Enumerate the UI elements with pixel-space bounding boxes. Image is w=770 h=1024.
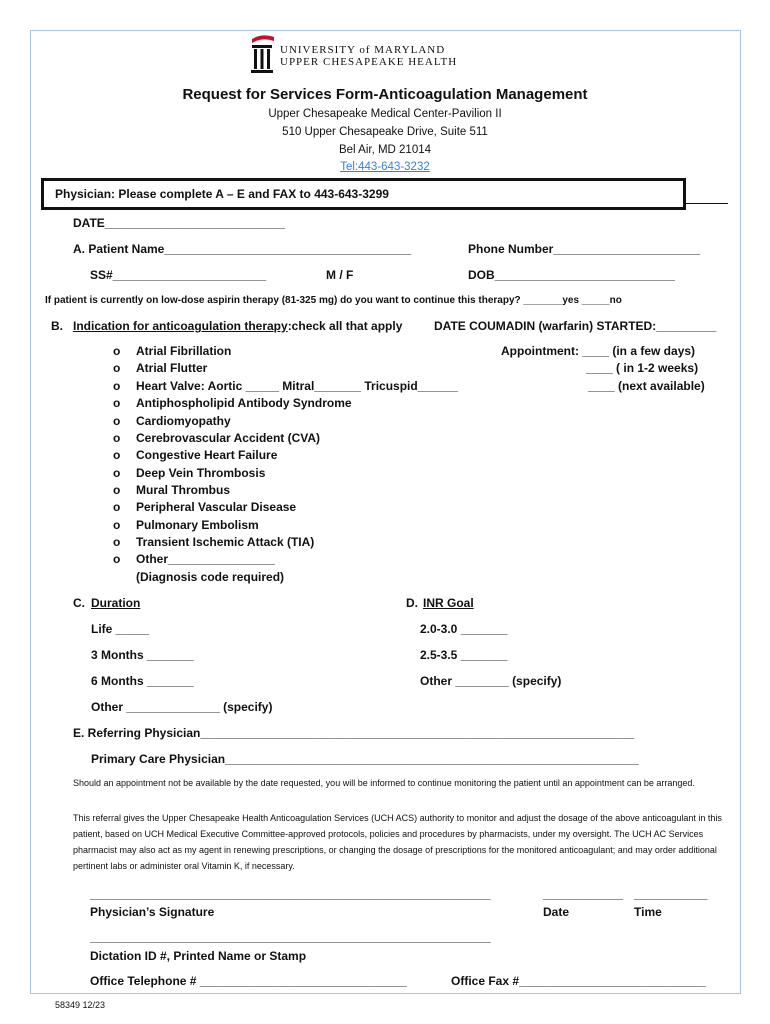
checkbox-bullet[interactable]: o (113, 379, 121, 393)
logo-line-1: UNIVERSITY of MARYLAND (280, 44, 446, 56)
time-line[interactable]: ___________ (634, 887, 708, 901)
section-c-letter: C. (73, 596, 85, 610)
coumadin-start-field[interactable]: DATE COUMADIN (warfarin) STARTED:_________ (434, 319, 717, 333)
referring-physician-field[interactable]: E. Referring Physician_________________________________________________________________ (73, 726, 635, 740)
office-fax-field[interactable]: Office Fax #____________________________ (451, 974, 706, 988)
checkbox-bullet[interactable]: o (113, 361, 121, 375)
physician-instruction-box (41, 178, 686, 210)
section-b-letter: B. (51, 319, 63, 333)
indication-item: Antiphospholipid Antibody Syndrome (136, 396, 352, 410)
indication-item: Mural Thrombus (136, 483, 231, 497)
university-logo-icon (248, 33, 276, 75)
phone-number-field[interactable]: Phone Number______________________ (468, 242, 701, 256)
primary-care-physician-field[interactable]: Primary Care Physician______________________________________________________________ (91, 752, 639, 766)
appointment-option-3[interactable]: ____ (next available) (588, 379, 705, 393)
checkbox-bullet[interactable]: o (113, 414, 121, 428)
address-line-2: 510 Upper Chesapeake Drive, Suite 511 (282, 126, 488, 138)
duration-3-months[interactable]: 3 Months _______ (91, 648, 194, 662)
indication-item: Congestive Heart Failure (136, 448, 278, 462)
indication-item: Deep Vein Thrombosis (136, 466, 266, 480)
checkbox-bullet[interactable]: o (113, 552, 121, 566)
dob-field[interactable]: DOB___________________________ (468, 268, 675, 282)
indication-item: Atrial Fibrillation (136, 344, 232, 358)
checkbox-bullet[interactable]: o (113, 483, 121, 497)
diagnosis-note: (Diagnosis code required) (136, 570, 285, 584)
divider-line (686, 203, 728, 204)
duration-life[interactable]: Life _____ (91, 622, 150, 636)
signature-line[interactable]: ____________________________________________________________ (90, 887, 491, 901)
form-number: 58349 12/23 (55, 1000, 106, 1010)
inr-goal-other[interactable]: Other ________ (specify) (420, 674, 562, 688)
indication-item: Peripheral Vascular Disease (136, 500, 297, 514)
indication-item: Transient Ischemic Attack (TIA) (136, 535, 315, 549)
checkbox-bullet[interactable]: o (113, 535, 121, 549)
ssn-field[interactable]: SS#_______________________ (90, 268, 267, 282)
indication-item: Cerebrovascular Accident (CVA) (136, 431, 321, 445)
section-b-heading-wrap (73, 319, 402, 333)
aspirin-question[interactable]: If patient is currently on low-dose aspirin therapy (81-325 mg) do you want to continue this therapy? _______yes _____no (45, 295, 622, 306)
section-d-heading: INR Goal (423, 596, 474, 610)
dictation-label: Dictation ID #, Printed Name or Stamp (90, 949, 307, 963)
referral-authorization-note: This referral gives the Upper Chesapeake Health Anticoagulation Services (UCH ACS) authority to monitor and adjust the dosage of the above anticoagulant in this patient, based on UCH Medical Executive Committee-approved protocols, policies and procedures by pharmacists, under my oversight. The UCH AC Services pharmacist may also act as my agent in renewing prescriptions, or changing the dosage of prescriptions for the monitored anticoagulant; and may order additional pertinent labs or administer oral Vitamin K, if necessary. (73, 813, 722, 871)
form-title: Request for Services Form-Anticoagulation Management (182, 86, 588, 103)
address-line-3: Bel Air, MD 21014 (338, 144, 432, 156)
physician-instruction: Physician: Please complete A – E and FAX to 443-643-3299 (55, 187, 389, 201)
indication-item[interactable]: Heart Valve: Aortic _____ Mitral_______ Tricuspid______ (136, 379, 458, 393)
checkbox-bullet[interactable]: o (113, 500, 121, 514)
checkbox-bullet[interactable]: o (113, 448, 121, 462)
checkbox-bullet[interactable]: o (113, 518, 121, 532)
indication-item: Pulmonary Embolism (136, 518, 259, 532)
indication-item: Atrial Flutter (136, 361, 208, 375)
date-line[interactable]: ____________ (543, 887, 624, 901)
patient-name-field[interactable]: A. Patient Name_____________________________________ (73, 242, 412, 256)
checkbox-bullet[interactable]: o (113, 396, 121, 410)
indication-item: Cardiomyopathy (136, 414, 231, 428)
time-label: Time (634, 905, 662, 919)
appointment-option-1[interactable]: Appointment: ____ (in a few days) (501, 344, 696, 358)
section-d-letter: D. (406, 596, 418, 610)
checkbox-bullet[interactable]: o (113, 431, 121, 445)
indication-item[interactable]: Other________________ (136, 552, 275, 566)
appointment-note: Should an appointment not be available by the date requested, you will be informed to continue monitoring the patient until an appointment can be arranged. (73, 778, 695, 788)
signature-label: Physician’s Signature (90, 905, 215, 919)
section-b-heading-suffix: :check all that apply (287, 319, 403, 333)
checkbox-bullet[interactable]: o (113, 466, 121, 480)
address-line-1: Upper Chesapeake Medical Center-Pavilion II (268, 108, 502, 120)
date-label: Date (543, 905, 570, 919)
section-c-heading: Duration (91, 596, 141, 610)
duration-6-months[interactable]: 6 Months _______ (91, 674, 194, 688)
checkbox-bullet[interactable]: o (113, 344, 121, 358)
dictation-line[interactable]: ____________________________________________________________ (90, 930, 491, 944)
inr-goal-2-5-3-5[interactable]: 2.5-3.5 _______ (420, 648, 508, 662)
duration-other[interactable]: Other ______________ (specify) (91, 700, 273, 714)
sex-field[interactable]: M / F (326, 268, 354, 282)
appointment-option-2[interactable]: ____ ( in 1-2 weeks) (586, 361, 699, 375)
logo-line-2: UPPER CHESAPEAKE HEALTH (280, 56, 458, 68)
inr-goal-2-3[interactable]: 2.0-3.0 _______ (420, 622, 508, 636)
section-b-heading: Indication for anticoagulation therapy (73, 319, 288, 333)
telephone-link[interactable]: Tel:443-643-3232 (340, 161, 430, 173)
logo-wordmark (280, 44, 457, 68)
office-telephone-field[interactable]: Office Telephone # _______________________________ (90, 974, 407, 988)
date-field[interactable]: DATE___________________________ (73, 216, 285, 230)
